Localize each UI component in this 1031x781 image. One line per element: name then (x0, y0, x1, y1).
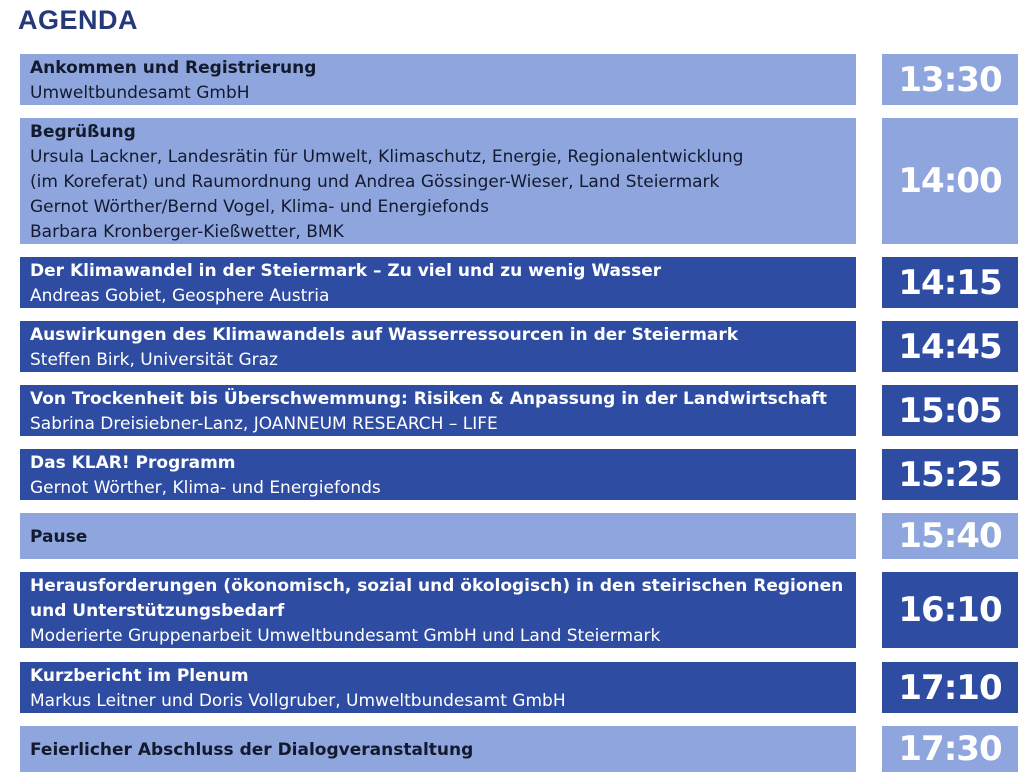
agenda-item-agriculture-risks (20, 385, 1018, 436)
agenda-item-description (20, 257, 856, 308)
agenda-item-time: 15:25 (882, 449, 1018, 500)
agenda-item-description (20, 572, 856, 648)
agenda-item-heading: Kurzbericht im Plenum (30, 666, 249, 686)
agenda-item-speaker: Ursula Lackner, Landesrätin für Umwelt, Klimaschutz, Energie, Regionalentwicklung (30, 147, 744, 167)
agenda-item-heading: Begrüßung (30, 122, 136, 142)
agenda-item-speaker: Markus Leitner und Doris Vollgruber, Umweltbundesamt GmbH (30, 691, 566, 711)
agenda-item-time: 15:40 (882, 513, 1018, 559)
agenda-item-time: 17:10 (882, 662, 1018, 713)
agenda-item-heading: Auswirkungen des Klimawandels auf Wasserressourcen in der Steiermark (30, 325, 739, 345)
agenda-item-description (20, 118, 856, 244)
agenda-item-time: 16:10 (882, 572, 1018, 648)
agenda-item-description (20, 662, 856, 713)
agenda-item-water-resources (20, 321, 1018, 372)
agenda-item-description (20, 513, 856, 559)
agenda-item-heading: Pause (30, 527, 88, 547)
agenda-item-break (20, 513, 1018, 559)
agenda-item-climate-change-styria (20, 257, 1018, 308)
agenda-item-description (20, 385, 856, 436)
agenda-item-speaker: Barbara Kronberger-Kießwetter, BMK (30, 222, 344, 242)
agenda-item-description (20, 449, 856, 500)
agenda-item-speaker: Andreas Gobiet, Geosphere Austria (30, 286, 330, 306)
agenda-item-speaker: Steffen Birk, Universität Graz (30, 350, 278, 370)
agenda-item-heading: Feierlicher Abschluss der Dialogveranstaltung (30, 740, 474, 760)
page-title: AGENDA (18, 5, 139, 35)
agenda-item-speaker: Moderierte Gruppenarbeit Umweltbundesamt GmbH und Land Steiermark (30, 626, 661, 646)
agenda-item-heading: Ankommen und Registrierung (30, 58, 317, 78)
agenda-item-arrival (20, 54, 1018, 105)
agenda-item-speaker: Umweltbundesamt GmbH (30, 83, 250, 103)
agenda-item-heading: Herausforderungen (ökonomisch, sozial und ökologisch) in den steirischen Regionen und Unterstützungsbedarf (30, 576, 844, 621)
agenda-item-regional-challenges (20, 572, 1018, 648)
agenda-item-speaker: Gernot Wörther, Klima- und Energiefonds (30, 478, 381, 498)
agenda-item-speaker: (im Koreferat) und Raumordnung und Andrea Gössinger-Wieser, Land Steiermark (30, 172, 720, 192)
agenda-item-description (20, 321, 856, 372)
agenda-item-time: 13:30 (882, 54, 1018, 105)
agenda-item-time: 14:00 (882, 118, 1018, 244)
agenda-item-description (20, 54, 856, 105)
agenda-item-closing (20, 726, 1018, 772)
agenda-item-welcome (20, 118, 1018, 244)
agenda-item-heading: Von Trockenheit bis Überschwemmung: Risiken & Anpassung in der Landwirtschaft (30, 389, 827, 409)
agenda-item-speaker: Gernot Wörther/Bernd Vogel, Klima- und Energiefonds (30, 197, 489, 217)
agenda-item-time: 17:30 (882, 726, 1018, 772)
agenda-item-time: 14:15 (882, 257, 1018, 308)
agenda-item-plenary-report (20, 662, 1018, 713)
agenda-item-heading: Der Klimawandel in der Steiermark – Zu viel und zu wenig Wasser (30, 261, 662, 281)
agenda-item-time: 14:45 (882, 321, 1018, 372)
agenda-item-time: 15:05 (882, 385, 1018, 436)
agenda-item-description (20, 726, 856, 772)
agenda-item-klar-program (20, 449, 1018, 500)
agenda-item-speaker: Sabrina Dreisiebner-Lanz, JOANNEUM RESEARCH – LIFE (30, 414, 498, 434)
agenda-item-heading: Das KLAR! Programm (30, 453, 236, 473)
